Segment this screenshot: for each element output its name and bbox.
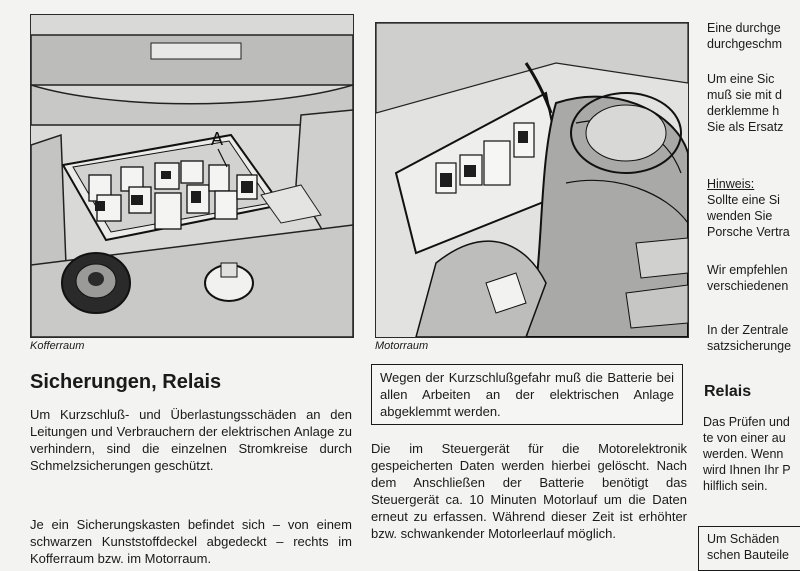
engine-bay-illustration — [375, 22, 689, 338]
paragraph-engine-data: Die im Steuergerät für die Motorelektronik gespeicherten Daten werden hierbei gelöscht. Nach dem Anschließen der Batterie benötigt das Steuergerät ca. 10 Minuten Motorlauf um die Daten erneut zu erfassen. Während dieser Zeit ist erhöhter bzw. schwankender Motorleerlauf möglich. — [371, 441, 687, 541]
trunk-fusebox-illustration — [30, 14, 354, 338]
text-line: derklemme h — [707, 104, 780, 118]
right-column-block-1 — [707, 20, 800, 52]
text-line: In der Zentrale — [707, 323, 789, 337]
section-heading-relays: Relais — [704, 383, 752, 400]
text-line: werden. Wenn — [703, 447, 784, 461]
text-line: Sollte eine Si — [707, 193, 780, 207]
text-line: Sie als Ersatz — [707, 120, 784, 134]
trunk-drawing — [31, 15, 353, 337]
text-line: wird Ihnen Ihr P — [703, 463, 791, 477]
text-line: Das Prüfen und — [703, 415, 790, 429]
figure-caption-trunk: Kofferraum — [30, 340, 85, 352]
callout-label: A — [211, 129, 224, 149]
hint-label: Hinweis: — [707, 177, 755, 191]
right-column-note-box — [698, 526, 800, 571]
text-line: te von einer au — [703, 431, 786, 445]
text-line: Um eine Sic — [707, 72, 775, 86]
text-line: Eine durchge — [707, 21, 781, 35]
right-column-hint — [707, 176, 800, 240]
text-line: muß sie mit d — [707, 88, 783, 102]
text-line: durchgeschm — [707, 37, 783, 51]
text-line: hilflich sein. — [703, 479, 768, 493]
paragraph-fuses-intro: Um Kurzschluß- und Überlastungsschäden an den Leitungen und Verbrauchern der elektrischen Anlage zu verhindern, sind die einzelnen Stromkreise durch Schmelzsicherungen geschützt. — [30, 407, 352, 473]
right-column-block-2 — [707, 71, 800, 135]
text-line: Wir empfehlen — [707, 263, 788, 277]
text-line: verschiedenen — [707, 279, 789, 293]
right-column-block-5 — [707, 322, 800, 354]
figure-caption-engine: Motorraum — [375, 340, 429, 352]
warning-note-text: Wegen der Kurzschlußgefahr muß die Batterie bei allen Arbeiten an der elektrischen Anlage abgeklemmt werden. — [380, 370, 674, 419]
text-line: Porsche Vertra — [707, 225, 790, 239]
text-line: schen Bauteile — [707, 548, 790, 562]
right-column-block-4 — [707, 262, 800, 294]
text-line: wenden Sie — [707, 209, 773, 223]
text-line: Um Schäden — [707, 532, 780, 546]
right-column-relays-text — [703, 414, 800, 494]
text-line: satzsicherunge — [707, 339, 792, 353]
paragraph-fusebox-location: Je ein Sicherungskasten befindet sich – von einem schwarzen Kunststoffdeckel abgedeckt – rechts im Kofferraum bzw. im Motorraum. — [30, 517, 352, 566]
section-heading-fuses: Sicherungen, Relais — [30, 371, 222, 393]
warning-note-box — [371, 364, 683, 425]
engine-drawing — [376, 23, 688, 337]
